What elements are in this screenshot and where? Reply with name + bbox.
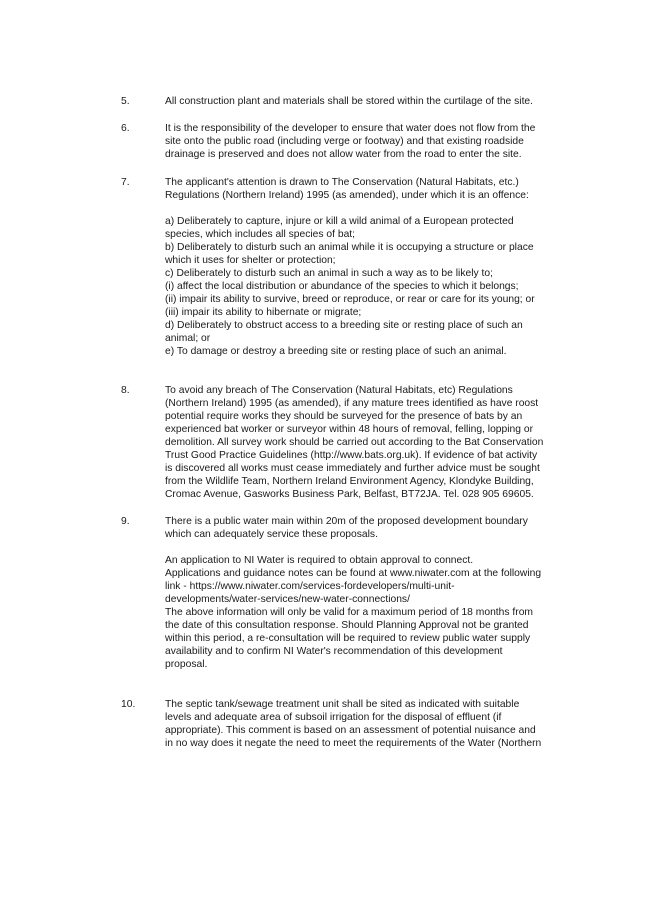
clause-line: (ii) impair its ability to survive, breed or reproduce, or rear or care for its young; or xyxy=(165,294,535,305)
clause-line: link - https://www.niwater.com/services-fordevelopers/multi-unit- xyxy=(165,581,455,592)
clause-line: which can adequately service these proposals. xyxy=(165,529,378,540)
clause-line: The above information will only be valid for a maximum period of 18 months from xyxy=(165,607,533,618)
clause-line: c) Deliberately to disturb such an animal in such a way as to be likely to; xyxy=(165,268,493,279)
clause-body xyxy=(165,95,585,108)
clause-line: The septic tank/sewage treatment unit shall be sited as indicated with suitable xyxy=(165,699,520,710)
clause-number: 6. xyxy=(121,123,130,134)
clause-number: 9. xyxy=(121,516,130,527)
clause-line: levels and adequate area of subsoil irrigation for the disposal of effluent (if xyxy=(165,712,502,723)
clause-line: (i) affect the local distribution or abundance of the species to which it belongs; xyxy=(165,281,519,292)
clause-line: animal; or xyxy=(165,333,211,344)
clause-line: It is the responsibility of the developer to ensure that water does not flow from the xyxy=(165,123,536,134)
clause-line: in no way does it negate the need to meet the requirements of the Water (Northern xyxy=(165,738,542,749)
clause-line: e) To damage or destroy a breeding site or resting place of such an animal. xyxy=(165,346,507,357)
clause-line: To avoid any breach of The Conservation (Natural Habitats, etc) Regulations xyxy=(165,385,513,396)
clause-line: a) Deliberately to capture, injure or kill a wild animal of a European protected xyxy=(165,216,514,227)
clause-line: (iii) impair its ability to hibernate or migrate; xyxy=(165,307,362,318)
clause-line: Regulations (Northern Ireland) 1995 (as amended), under which it is an offence: xyxy=(165,190,529,201)
clause-line: There is a public water main within 20m of the proposed development boundary xyxy=(165,516,528,527)
clause-line: species, which includes all species of bat; xyxy=(165,229,356,240)
clause-number: 10. xyxy=(121,699,136,710)
clause-number: 8. xyxy=(121,385,130,396)
clause-line: Trust Good Practice Guidelines (http://www.bats.org.uk). If evidence of bat activity xyxy=(165,450,538,461)
clause-line: is discovered all works must cease immediately and further advice must be sought xyxy=(165,463,540,474)
clause-line: Cromac Avenue, Gasworks Business Park, Belfast, BT72JA. Tel. 028 905 69605. xyxy=(165,489,534,500)
clause-body xyxy=(165,384,585,501)
clause-line: The applicant's attention is drawn to The Conservation (Natural Habitats, etc.) xyxy=(165,177,519,188)
clause-body xyxy=(165,698,585,750)
clause-line: b) Deliberately to disturb such an animal while it is occupying a structure or place xyxy=(165,242,534,253)
clause-line: All construction plant and materials shall be stored within the curtilage of the site. xyxy=(165,96,534,107)
clause-body xyxy=(165,122,585,161)
clause-line: appropriate). This comment is based on an assessment of potential nuisance and xyxy=(165,725,536,736)
clause-line: (Northern Ireland) 1995 (as amended), if any mature trees identified as have roost xyxy=(165,398,539,409)
clause-body xyxy=(165,176,585,358)
clause-line: d) Deliberately to obstruct access to a breeding site or resting place of such an xyxy=(165,320,523,331)
clause-line: Applications and guidance notes can be found at www.niwater.com at the following xyxy=(165,568,542,579)
clause-line: drainage is preserved and does not allow water from the road to enter the site. xyxy=(165,149,522,160)
clause-line: experienced bat worker or surveyor within 48 hours of removal, felling, lopping or xyxy=(165,424,534,435)
clause-line: An application to NI Water is required to obtain approval to connect. xyxy=(165,555,474,566)
clause-line: the date of this consultation response. Should Planning Approval not be granted xyxy=(165,620,529,631)
clause-line: developments/water-services/new-water-connections/ xyxy=(165,594,410,605)
clause-line xyxy=(165,541,585,554)
clause-body xyxy=(165,515,585,671)
clause-line: availability and to confirm NI Water's recommendation of this development xyxy=(165,646,503,657)
clause-line: site onto the public road (including verge or footway) and that existing roadside xyxy=(165,136,524,147)
clause-line: potential require works they should be surveyed for the presence of bats by an xyxy=(165,411,523,422)
clause-line: proposal. xyxy=(165,659,208,670)
clause-line: which it uses for shelter or protection; xyxy=(165,255,336,266)
clause-line: within this period, a re-consultation will be required to review public water supply xyxy=(165,633,531,644)
clause-line xyxy=(165,202,585,215)
clause-line: from the Wildlife Team, Northern Ireland Environment Agency, Klondyke Building, xyxy=(165,476,534,487)
clause-line: demolition. All survey work should be carried out according to the Bat Conservation xyxy=(165,437,544,448)
clause-number: 7. xyxy=(121,177,130,188)
clause-number: 5. xyxy=(121,96,130,107)
